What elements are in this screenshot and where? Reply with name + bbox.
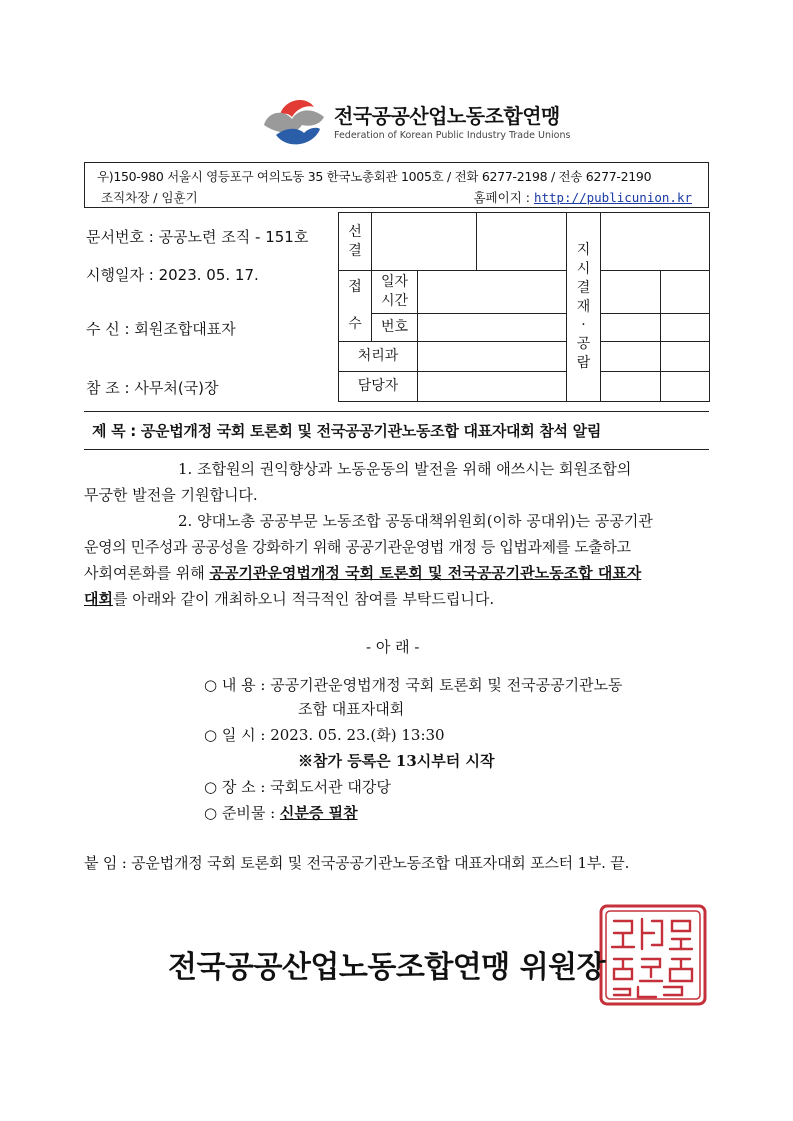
recipient-label: 수 신 : bbox=[86, 320, 135, 338]
homepage-link[interactable]: http://publicunion.kr bbox=[533, 190, 692, 205]
paragraph-text: 사회여론화를 위해 bbox=[84, 564, 210, 582]
paragraph-2-line-2: 운영의 민주성과 공공성을 강화하기 위해 공공기관운영법 개정 등 입법과제를 도출하고 bbox=[84, 538, 631, 556]
approval-blank bbox=[372, 213, 477, 271]
approval-blank bbox=[661, 341, 710, 371]
detail-prep bbox=[204, 802, 358, 823]
approval-blank bbox=[601, 213, 710, 271]
homepage bbox=[473, 188, 692, 206]
dept-cell: 처리과 bbox=[339, 341, 418, 371]
paragraph-2-line-4 bbox=[84, 588, 494, 609]
detail-label: ○ 준비물 : bbox=[204, 804, 280, 822]
issue-date-label: 시행일자 : bbox=[86, 266, 159, 284]
detail-value: 2023. 05. 23.(화) 13:30 bbox=[270, 726, 445, 744]
approval-blank bbox=[601, 341, 661, 371]
paragraph-1-line-2: 무궁한 발전을 기원합니다. bbox=[84, 486, 258, 504]
highlight-text: 공공기관운영법개정 국회 토론회 및 전국공공기관노동조합 대표자 bbox=[209, 564, 642, 582]
attachment-line: 붙 임 : 공운법개정 국회 토론회 및 전국공공기관노동조합 대표자대회 포스터 1부. 끝. bbox=[84, 854, 630, 872]
approval-table bbox=[338, 212, 709, 402]
homepage-label: 홈페이지 : bbox=[473, 190, 534, 205]
logo-icon bbox=[258, 95, 330, 151]
detail-label: ○ 일 시 : bbox=[204, 726, 271, 744]
approval-blank bbox=[418, 341, 567, 371]
detail-value: 공공기관운영법개정 국회 토론회 및 전국공공기관노동 bbox=[270, 676, 623, 694]
date-time-cell: 일자 시간 bbox=[372, 271, 418, 313]
doc-number-label: 문서번호 : bbox=[86, 228, 159, 246]
divider bbox=[84, 411, 709, 412]
issue-date-value: 2023. 05. 17. bbox=[158, 266, 259, 284]
seon-gyeol-cell: 선 결 bbox=[339, 213, 372, 271]
reference-label: 참 조 : bbox=[86, 379, 135, 397]
issue-date bbox=[86, 264, 259, 285]
approval-blank bbox=[418, 371, 567, 401]
approval-blank bbox=[477, 213, 567, 271]
approval-blank bbox=[601, 271, 661, 313]
address-box bbox=[84, 162, 709, 208]
paragraph-2-line-3 bbox=[84, 562, 641, 583]
reference-value: 사무처(국)장 bbox=[134, 379, 219, 397]
highlight-text: 대회 bbox=[84, 590, 113, 608]
approval-blank bbox=[418, 271, 567, 313]
seal-stamp-icon bbox=[598, 903, 708, 1007]
detail-date bbox=[204, 724, 445, 745]
detail-value: 신분증 필참 bbox=[279, 804, 358, 822]
approval-blank bbox=[601, 371, 661, 401]
subject-text: 공운법개정 국회 토론회 및 전국공공기관노동조합 대표자대회 참석 알림 bbox=[140, 422, 602, 440]
detail-label: ○ 내 용 : bbox=[204, 676, 271, 694]
reference bbox=[86, 377, 219, 398]
org-name-en: Federation of Korean Public Industry Trade Unions bbox=[334, 130, 571, 141]
address-line: 우)150-980 서울시 영등포구 여의도동 35 한국노총회관 1005호 / 전화 6277-2198 / 전송 6277-2190 bbox=[97, 169, 652, 184]
detail-value: 국회도서관 대강당 bbox=[270, 778, 391, 796]
staff-line: 조직차장 / 임훈기 bbox=[101, 190, 198, 205]
approval-blank bbox=[601, 313, 661, 341]
detail-content bbox=[204, 674, 623, 695]
number-cell: 번호 bbox=[372, 313, 418, 341]
approval-blank bbox=[418, 313, 567, 341]
signature: 전국공공산업노동조합연맹 위원장 bbox=[168, 950, 606, 985]
paragraph-text: 를 아래와 같이 개최하오니 적극적인 참여를 부탁드립니다. bbox=[112, 590, 495, 608]
recipient-value: 회원조합대표자 bbox=[134, 320, 236, 338]
subject bbox=[92, 420, 601, 441]
registration-note: ※참가 등록은 13시부터 시작 bbox=[298, 752, 495, 770]
instruction-cell: 지 시 결 재 · 공 람 bbox=[567, 213, 601, 402]
detail-place bbox=[204, 776, 391, 797]
doc-number-value: 공공노련 조직 - 151호 bbox=[158, 228, 309, 246]
detail-content-cont: 조합 대표자대회 bbox=[298, 700, 405, 718]
paragraph-1-line-1: 1. 조합원의 권익향상과 노동운동의 발전을 위해 애쓰시는 회원조합의 bbox=[178, 460, 632, 478]
detail-label: ○ 장 소 : bbox=[204, 778, 271, 796]
org-name-kr: 전국공공산업노동조합연맹 bbox=[334, 104, 560, 128]
approval-blank bbox=[661, 371, 710, 401]
jeop-su-cell: 접 수 bbox=[339, 271, 372, 341]
person-cell: 담당자 bbox=[339, 371, 418, 401]
subject-label: 제 목 : bbox=[92, 422, 141, 440]
recipient bbox=[86, 318, 236, 339]
approval-blank bbox=[661, 313, 710, 341]
below-heading: - 아 래 - bbox=[366, 638, 420, 656]
divider bbox=[84, 449, 709, 450]
doc-number bbox=[86, 226, 308, 247]
paragraph-2-line-1: 2. 양대노총 공공부문 노동조합 공동대책위원회(이하 공대위)는 공공기관 bbox=[178, 512, 653, 530]
approval-blank bbox=[661, 271, 710, 313]
